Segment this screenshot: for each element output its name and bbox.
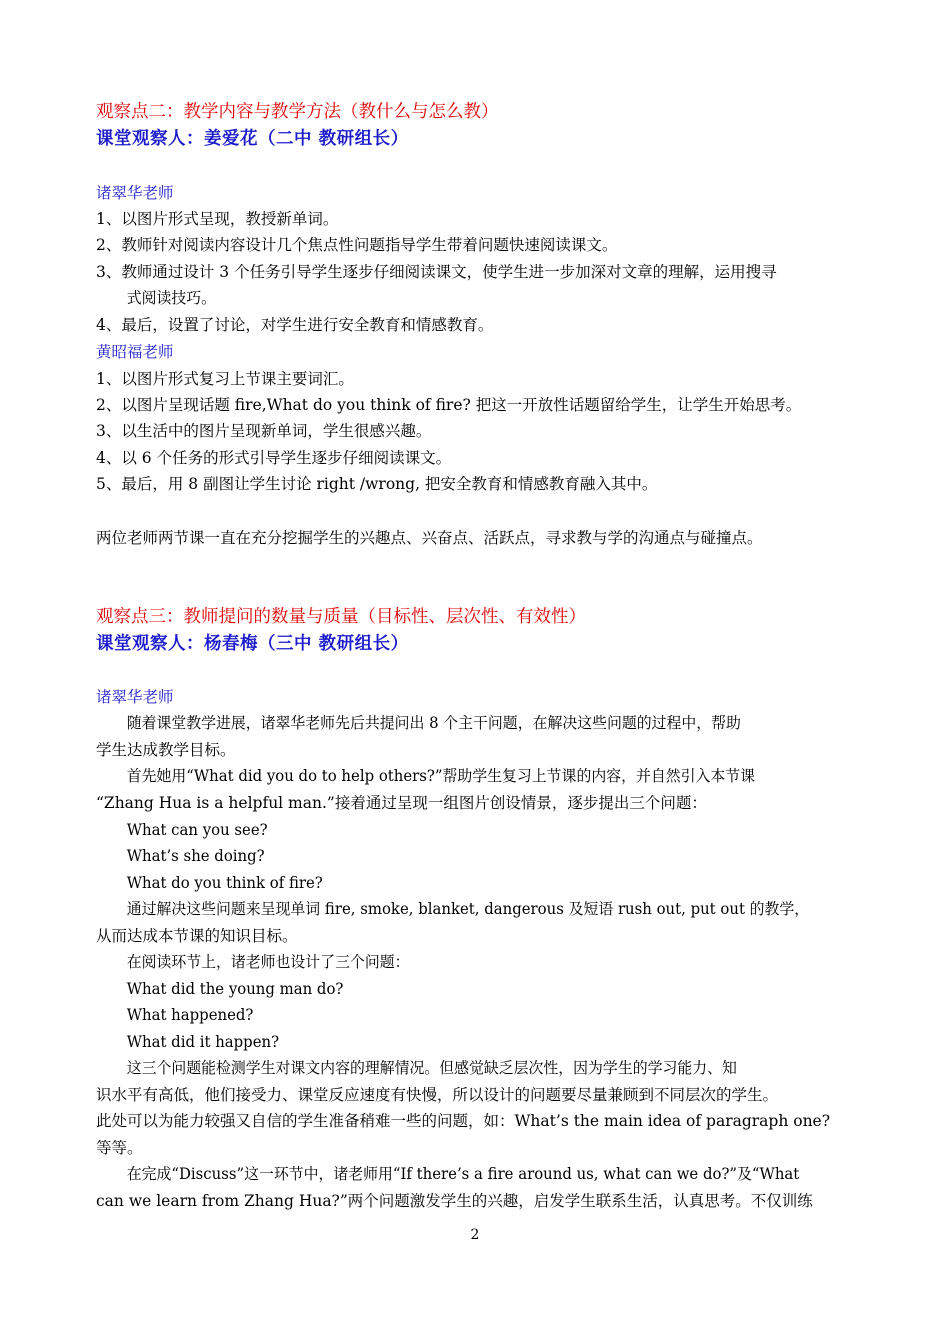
- list-item: 2、教师针对阅读内容设计几个焦点性问题指导学生带着问题快速阅读课文。: [96, 236, 618, 254]
- section2-title: 观察点二：教学内容与教学方法（教什么与怎么教）: [96, 102, 499, 122]
- paragraph-line: can we learn from Zhang Hua?”两个问题激发学生的兴趣，启发学生联系生活，认真思考。不仅训练: [96, 1192, 813, 1210]
- paragraph-line: 这三个问题能检测学生对课文内容的理解情况。但感觉缺乏层次性，因为学生的学习能力、知: [126, 1059, 737, 1077]
- list-item: 3、教师通过设计 3 个任务引导学生逐步仔细阅读课文，使学生进一步加深对文章的理解，运用搜寻: [96, 263, 777, 281]
- question-line: What’s she doing?: [126, 847, 265, 865]
- paragraph-line: 首先她用“What did you do to help others?”帮助学生复习上节课的内容，并自然引入本节课: [126, 767, 756, 785]
- list-item: 4、以 6 个任务的形式引导学生逐步仔细阅读课文。: [96, 449, 452, 467]
- paragraph-line: 通过解决这些问题来呈现单词 fire, smoke, blanket, dangerous 及短语 rush out, put out 的教学，: [126, 900, 810, 918]
- section2-teacher1-name: 诸翠华老师: [96, 184, 174, 202]
- section3-observer: 课堂观察人：杨春梅（三中 教研组长）: [96, 634, 409, 654]
- list-item: 2、以图片呈现话题 fire,What do you think of fire? 把这一开放性话题留给学生，让学生开始思考。: [96, 396, 802, 414]
- question-line: What can you see?: [126, 821, 268, 839]
- section3-title: 观察点三：教师提问的数量与质量（目标性、层次性、有效性）: [96, 607, 586, 627]
- paragraph-line: 随着课堂教学进展，诸翠华老师先后共提问出 8 个主干问题，在解决这些问题的过程中，帮助: [126, 714, 741, 732]
- section3-teacher1-name: 诸翠华老师: [96, 688, 174, 706]
- page-number: 2: [470, 1227, 480, 1243]
- section2-observer: 课堂观察人：姜爱花（二中 教研组长）: [96, 129, 409, 149]
- section2-teacher2-name: 黄昭福老师: [96, 343, 174, 361]
- section2-summary: 两位老师两节课一直在充分挖掘学生的兴趣点、兴奋点、活跃点，寻求教与学的沟通点与碰撞点。: [96, 529, 763, 547]
- question-line: What did the young man do?: [126, 980, 344, 998]
- question-line: What did it happen?: [126, 1033, 280, 1051]
- paragraph-line: 在完成“Discuss”这一环节中，诸老师用“If there’s a fire around us, what can we do?”及“What: [126, 1165, 800, 1183]
- paragraph-line: 识水平有高低，他们接受力、课堂反应速度有快慢，所以设计的问题要尽量兼顾到不同层次的学生。: [96, 1086, 779, 1104]
- paragraph-line: 此处可以为能力较强又自信的学生准备稍难一些的问题，如：What’s the main idea of paragraph one?: [96, 1112, 831, 1130]
- list-item: 4、最后，设置了讨论，对学生进行安全教育和情感教育。: [96, 316, 494, 334]
- question-line: What do you think of fire?: [126, 874, 323, 892]
- paragraph-line: 在阅读环节上，诸老师也设计了三个问题：: [126, 953, 410, 971]
- paragraph-line: 等等。: [96, 1139, 143, 1157]
- paragraph-line: 学生达成教学目标。: [96, 741, 236, 759]
- list-item: 1、以图片形式复习上节课主要词汇。: [96, 370, 354, 388]
- paragraph-line: 从而达成本节课的知识目标。: [96, 927, 298, 945]
- list-item: 3、以生活中的图片呈现新单词，学生很感兴趣。: [96, 422, 432, 440]
- list-item-continuation: 式阅读技巧。: [126, 289, 217, 307]
- paragraph-line: “Zhang Hua is a helpful man.”接着通过呈现一组图片创设情景，逐步提出三个问题：: [96, 794, 707, 812]
- list-item: 1、以图片形式呈现，教授新单词。: [96, 210, 339, 228]
- list-item: 5、最后，用 8 副图让学生讨论 right /wrong, 把安全教育和情感教育融入其中。: [96, 475, 658, 493]
- question-line: What happened?: [126, 1006, 254, 1024]
